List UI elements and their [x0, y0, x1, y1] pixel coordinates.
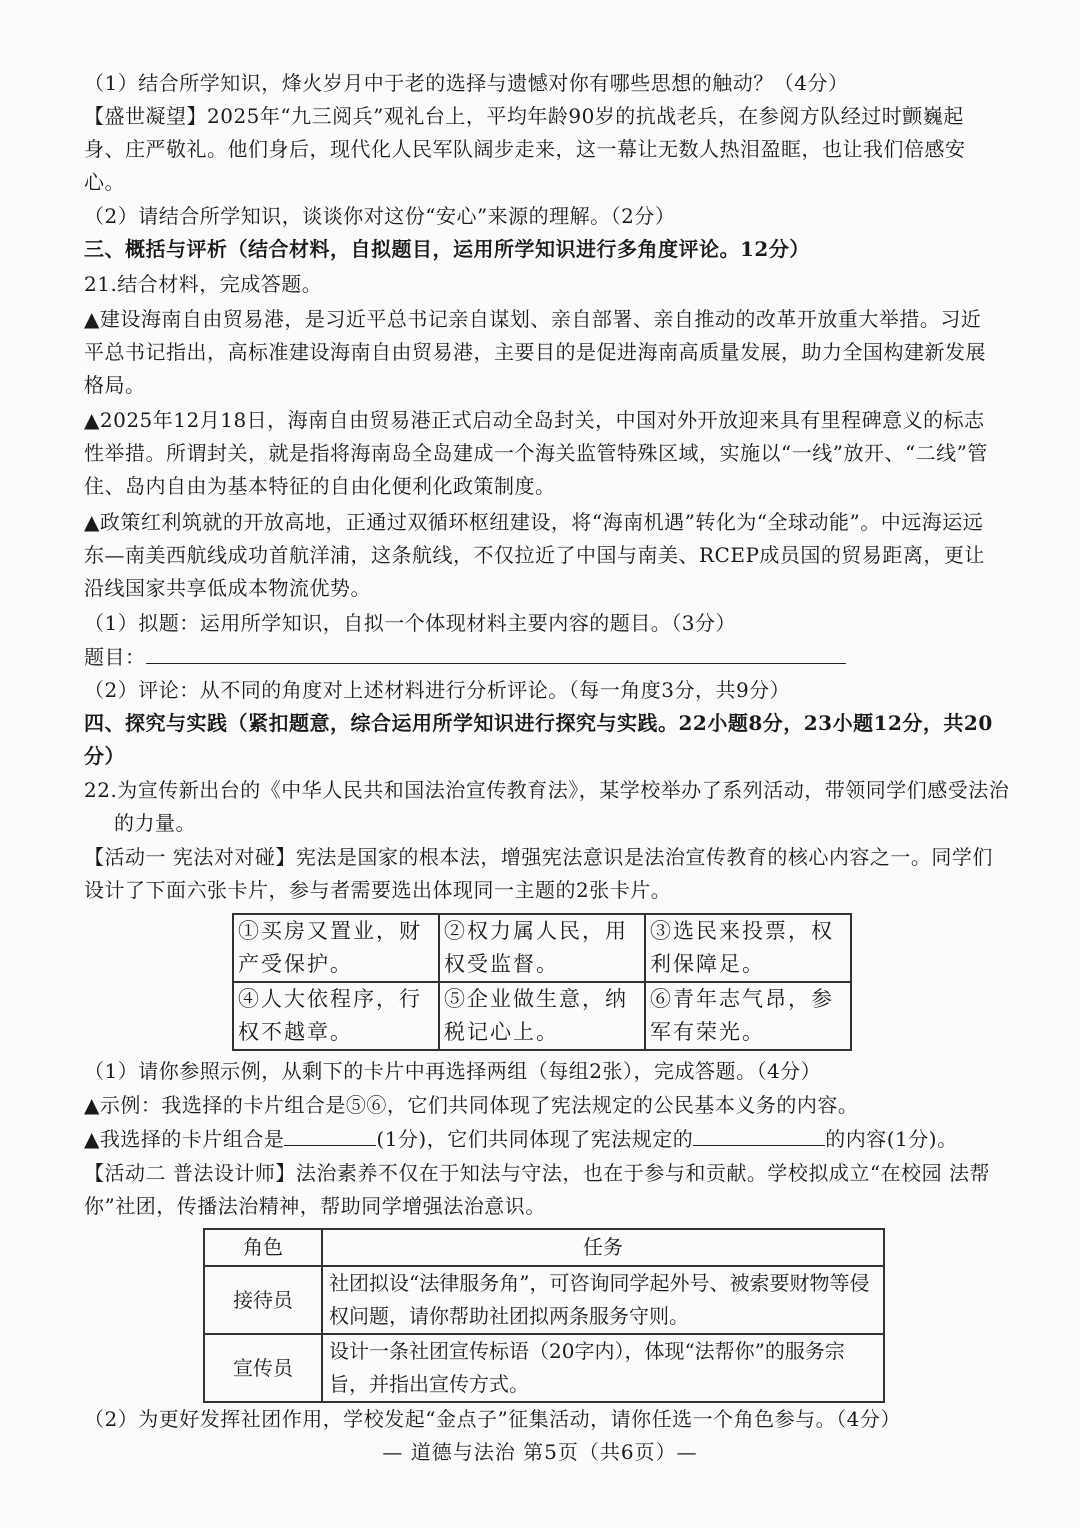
- material-21-1: ▲建设海南自由贸易港，是习近平总书记亲自谋划、亲自部署、亲自推动的改革开放重大举措。习近平总书记指出，高标准建设海南自由贸易港，主要目的是促进海南高质量发展，助力全国构建新发展格局。: [84, 307, 986, 397]
- card-4: ④人大依程序，行权不越章。: [233, 982, 439, 1050]
- fill-in-line: [84, 1123, 994, 1156]
- question-22-intro: 22.为宣传新出台的《中华人民共和国法治宣传教育法》，某学校举办了系列活动，带领同学们感受法治的力量。: [84, 778, 1010, 835]
- question-20-1: （1）结合所学知识，烽火岁月中于老的选择与遗憾对你有哪些思想的触动？（4分）: [84, 71, 849, 95]
- question-21-2: （2）评论：从不同的角度对上述材料进行分析评论。（每一角度3分，共9分）: [84, 678, 791, 702]
- card-6: ⑥青年志气昂，参军有荣光。: [645, 982, 851, 1050]
- fill-part-3: 的内容(1分)。: [825, 1127, 958, 1151]
- material-21-2: ▲2025年12月18日，海南自由贸易港正式启动全岛封关，中国对外开放迎来具有里程碑意义的标志性举措。所谓封关，就是指将海南岛全岛建成一个海关监管特殊区域，实施以“一线”放开、“二线”管住、岛内自由为基本特征的自由化便利化政策制度。: [84, 408, 988, 498]
- task-receptionist: 社团拟设“法律服务角”，可咨询同学起外号、被索要财物等侵权问题，请你帮助社团拟两条服务守则。: [322, 1266, 884, 1334]
- card-3: ③选民来投票，权利保障足。: [645, 914, 851, 982]
- roles-table: [203, 1228, 885, 1403]
- question-22-1: （1）请你参照示例，从剩下的卡片中再选择两组（每组2张），完成答题。（4分）: [84, 1059, 822, 1083]
- page-footer: — 道德与法治 第5页（共6页）—: [382, 1440, 698, 1464]
- role-publicist: 宣传员: [204, 1334, 322, 1402]
- activity-1-text: 【活动一 宪法对对碰】宪法是国家的根本法，增强宪法意识是法治宣传教育的核心内容之一。同学们设计了下面六张卡片，参与者需要选出体现同一主题的2张卡片。: [84, 845, 993, 902]
- card-2: ②权力属人民，用权受监督。: [439, 914, 645, 982]
- card-combo-blank[interactable]: [284, 1127, 376, 1146]
- section-3-heading: 三、概括与评析（结合材料，自拟题目，运用所学知识进行多角度评论。12分）: [84, 237, 810, 261]
- title-answer-line: [84, 641, 994, 674]
- activity-2-text: 【活动二 普法设计师】法治素养不仅在于知法与守法，也在于参与和贡献。学校拟成立“在校园 法帮你”社团，传播法治精神，帮助同学增强法治意识。: [84, 1161, 990, 1218]
- title-label: 题目：: [84, 645, 146, 669]
- fill-part-2: (1分)，它们共同体现了宪法规定的: [376, 1127, 694, 1151]
- title-blank[interactable]: [146, 643, 846, 664]
- card-1: ①买房又置业，财产受保护。: [233, 914, 439, 982]
- fill-part-1: ▲我选择的卡片组合是: [84, 1127, 285, 1151]
- question-22-2: （2）为更好发挥社团作用，学校发起“金点子”征集活动，请你任选一个角色参与。（4分）: [84, 1407, 901, 1431]
- task-publicist: 设计一条社团宣传标语（20字内），体现“法帮你”的服务宗旨，并指出宣传方式。: [322, 1334, 884, 1402]
- cards-table: [232, 913, 852, 1051]
- question-21-intro: 21.结合材料，完成答题。: [84, 272, 323, 296]
- question-20-2: （2）请结合所学知识，谈谈你对这份“安心”来源的理解。（2分）: [84, 204, 676, 228]
- content-blank[interactable]: [693, 1127, 825, 1146]
- card-5: ⑤企业做生意，纳税记心上。: [439, 982, 645, 1050]
- header-role: 角色: [204, 1229, 322, 1266]
- role-receptionist: 接待员: [204, 1266, 322, 1334]
- question-21-1: （1）拟题：运用所学知识，自拟一个体现材料主要内容的题目。（3分）: [84, 611, 736, 635]
- example-line: ▲示例：我选择的卡片组合是⑤⑥，它们共同体现了宪法规定的公民基本义务的内容。: [84, 1093, 859, 1117]
- section-4-heading: 四、探究与实践（紧扣题意，综合运用所学知识进行探究与实践。22小题8分，23小题12分，共20分）: [84, 711, 993, 768]
- material-21-3: ▲政策红利筑就的开放高地，正通过双循环枢纽建设，将“海南机遇”转化为“全球动能”。中远海运远东—南美西航线成功首航洋浦，这条航线，不仅拉近了中国与南美、RCEP成员国的贸易距离，更让沿线国家共享低成本物流优势。: [84, 510, 985, 600]
- header-task: 任务: [322, 1229, 884, 1266]
- material-shengshi: 【盛世凝望】2025年“九三阅兵”观礼台上，平均年龄90岁的抗战老兵，在参阅方队经过时颤巍起身、庄严敬礼。他们身后，现代化人民军队阔步走来，这一幕让无数人热泪盈眶，也让我们倍感安心。: [84, 104, 966, 194]
